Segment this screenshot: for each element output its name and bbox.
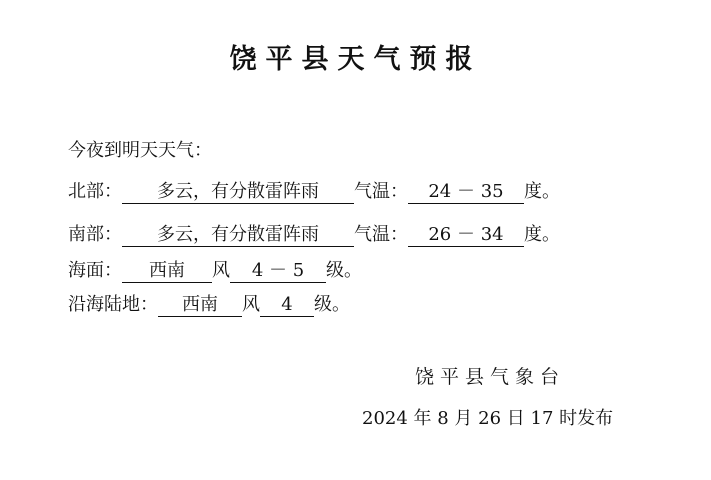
coast-wind-direction: 西南	[158, 294, 242, 317]
north-label: 北部：	[68, 181, 122, 202]
sea-label: 海面：	[68, 260, 122, 281]
north-weather: 多云，有分散雷阵雨	[122, 181, 354, 204]
issue-date: 2024 年 8 月 26 日 17 时发布	[362, 408, 614, 429]
sea-level-unit: 级。	[326, 260, 362, 281]
coast-wind-label: 风	[242, 294, 260, 315]
north-temp-label: 气温：	[354, 181, 408, 202]
south-weather: 多云，有分散雷阵雨	[122, 224, 354, 247]
sea-wind-level: 4 － 5	[230, 260, 326, 283]
south-label: 南部：	[68, 224, 122, 245]
page-title: 饶平县天气预报	[229, 44, 482, 75]
sea-wind-label: 风	[212, 260, 230, 281]
south-forecast-line	[68, 222, 560, 248]
coast-level-unit: 级。	[314, 294, 350, 315]
north-forecast-line	[68, 179, 560, 205]
sea-wind-direction: 西南	[122, 260, 212, 283]
coast-label: 沿海陆地：	[68, 294, 158, 315]
north-temp-range: 24 － 35	[408, 181, 524, 204]
coast-forecast-line	[68, 292, 350, 318]
issuing-organization: 饶平县气象台	[414, 366, 565, 388]
intro-line: 今夜到明天天气：	[68, 140, 212, 161]
south-temp-unit: 度。	[524, 224, 560, 245]
south-temp-label: 气温：	[354, 224, 408, 245]
coast-wind-level: 4	[260, 294, 314, 317]
sea-forecast-line	[68, 258, 362, 284]
south-temp-range: 26 － 34	[408, 224, 524, 247]
north-temp-unit: 度。	[524, 181, 560, 202]
